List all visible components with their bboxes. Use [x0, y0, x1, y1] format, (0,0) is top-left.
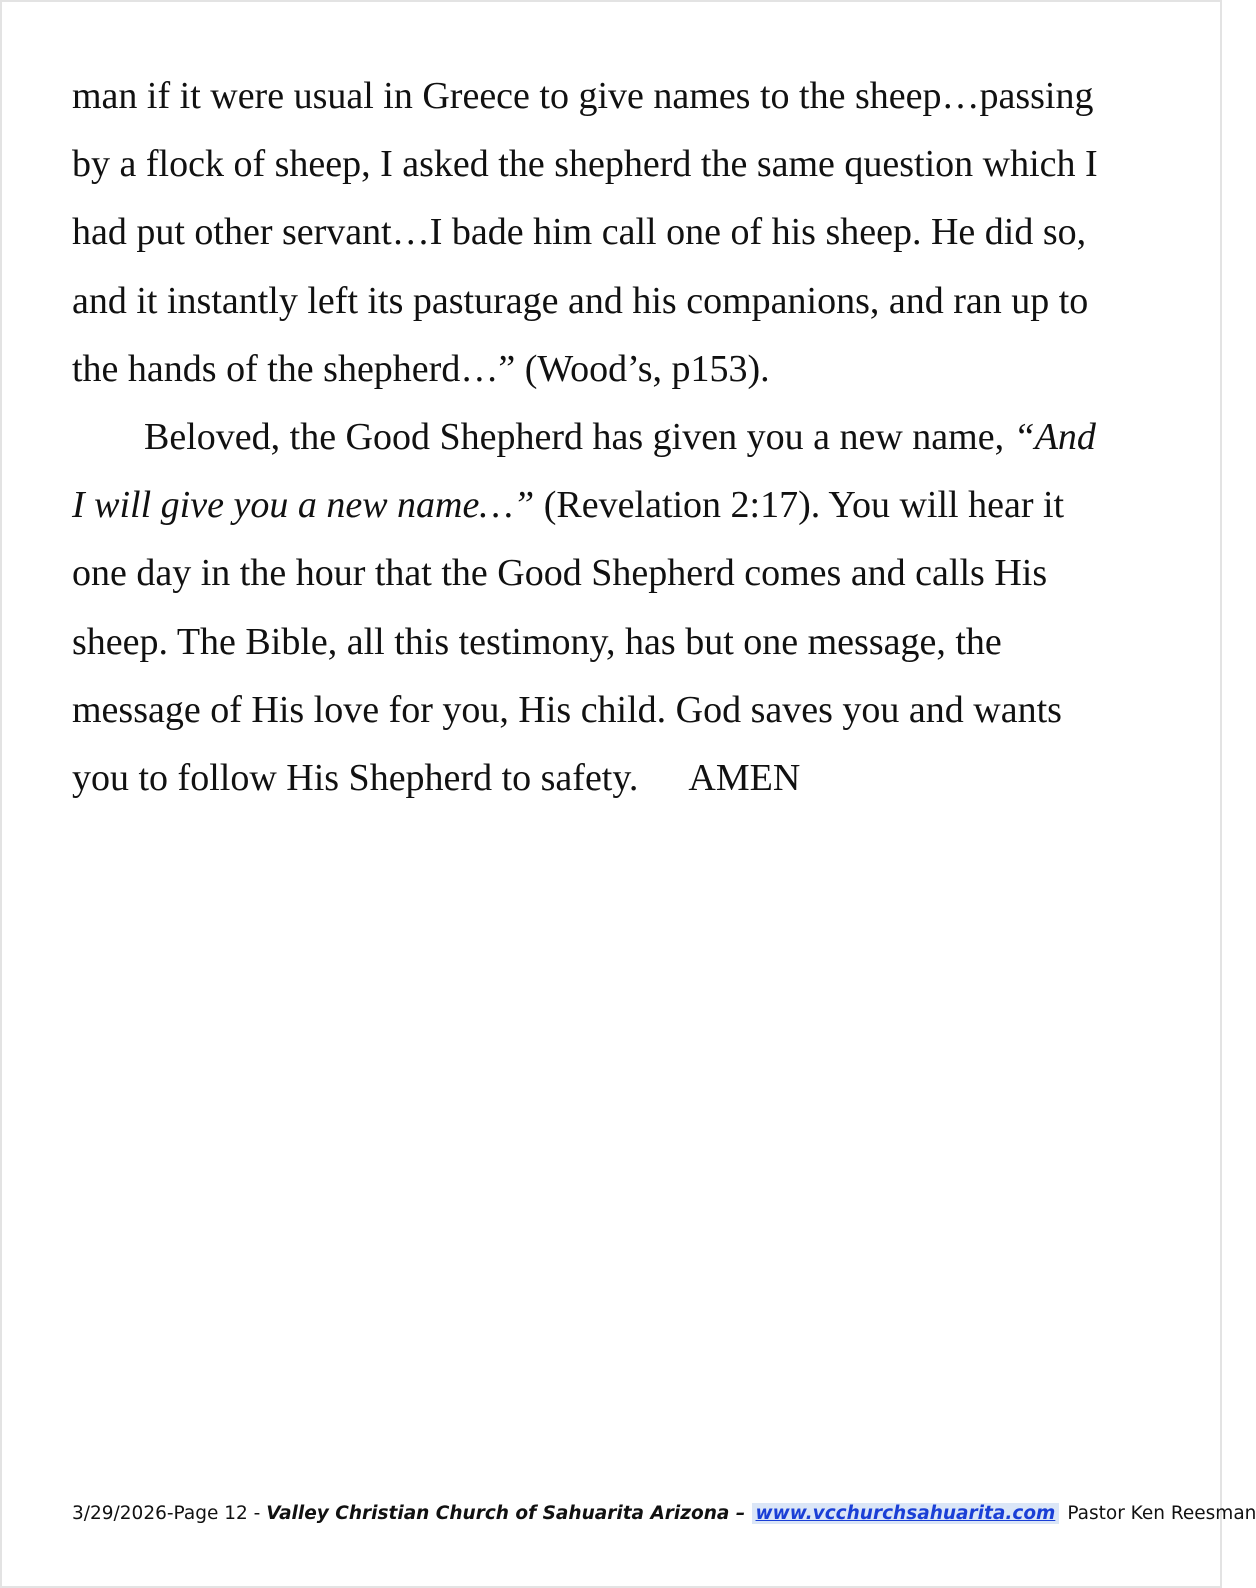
paragraph-quote-continuation — [72, 62, 1142, 403]
text-line: the hands of the shepherd…” (Wood’s, p153). — [72, 347, 770, 390]
text-line — [72, 471, 1142, 539]
footer-website-link[interactable]: www.vcchurchsahuarita.com — [752, 1503, 1060, 1524]
text-segment: Beloved, the Good Shepherd has given you a new name, — [144, 416, 1014, 459]
amen-closing: AMEN — [688, 757, 801, 800]
text-line — [72, 403, 1142, 471]
text-line — [72, 744, 1142, 812]
scripture-quote: “And — [1013, 416, 1096, 459]
text-line: had put other servant…I bade him call one of his sheep. He did so, — [72, 211, 1087, 254]
page-footer — [72, 1500, 1256, 1528]
scripture-reference: (Revelation 2:17). You will hear it — [534, 484, 1065, 527]
text-line: man if it were usual in Greece to give names to the sheep…passing — [72, 75, 1094, 117]
paragraph-closing — [72, 403, 1142, 812]
text-line: one day in the hour that the Good Shepherd comes and calls His — [72, 552, 1048, 595]
footer-date-page: 3/29/2026-Page 12 - — [72, 1503, 267, 1524]
document-body — [72, 62, 1142, 812]
text-line: and it instantly left its pasturage and his companions, and ran up to — [72, 279, 1089, 322]
text-line: message of His love for you, His child. God saves you and wants — [72, 688, 1062, 731]
text-line: by a flock of sheep, I asked the shepherd the same question which I — [72, 143, 1098, 186]
footer-pastor-name: Pastor Ken Reesman — [1067, 1503, 1256, 1524]
text-segment: you to follow His Shepherd to safety. — [72, 757, 639, 800]
text-line: sheep. The Bible, all this testimony, has but one message, the — [72, 620, 1002, 663]
scripture-quote: I will give you a new name…” — [72, 484, 535, 527]
footer-church-name: Valley Christian Church of Sahuarita Arizona – — [266, 1503, 752, 1524]
